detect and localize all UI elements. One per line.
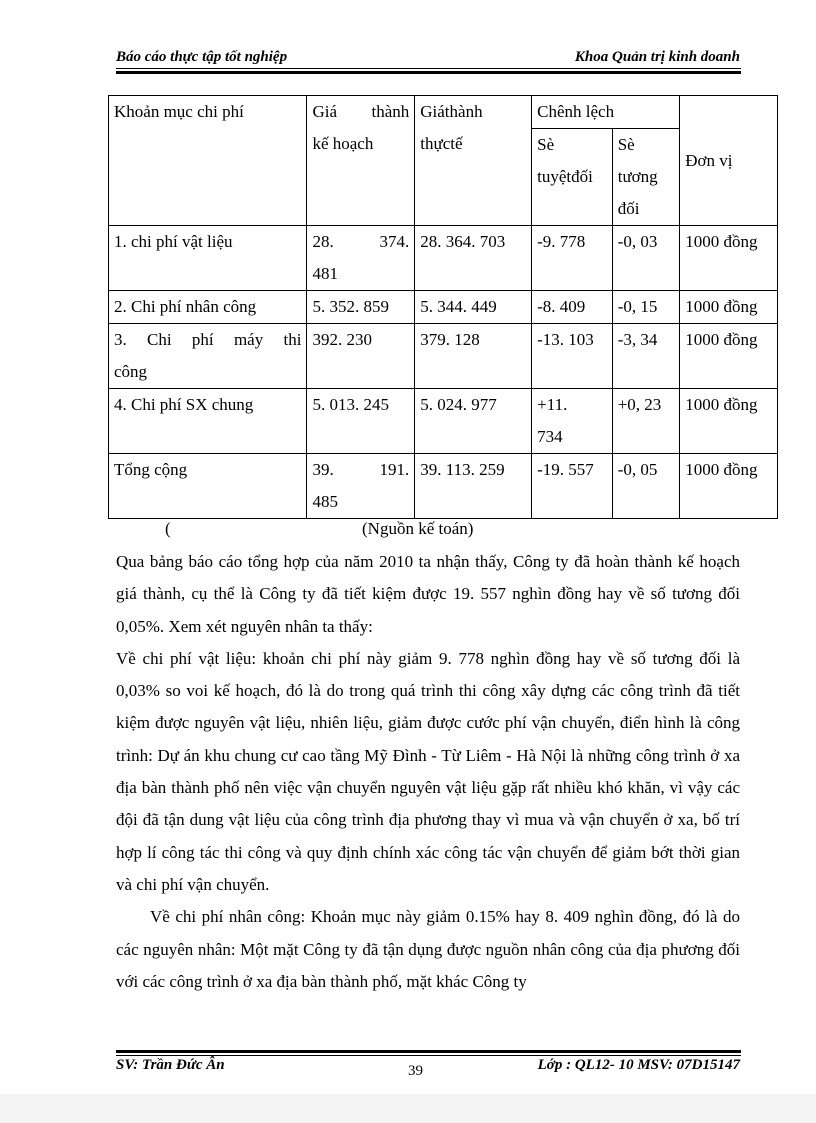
header-cost-item: Khoản mục chi phí xyxy=(109,96,307,226)
cell-rel: +0, 23 xyxy=(612,389,680,454)
paragraph: Về chi phí vật liệu: khoản chi phí này giảm 9. 778 nghìn đồng hay về số tương đối là 0,03% so voi kế hoạch, đó là do trong quá trình thi công xây dựng các công trình đã tiết kiệm được nguyên vật liệu, nhiên liệu, giảm được cước phí vận chuyển, điển hình là công trình: Dự án khu chung cư cao tầng Mỹ Đình - Từ Liêm - Hà Nội là những công trình ở xa địa bàn thành phố nên việc vận chuyển nguyên vật liệu gặp rất nhiều khó khăn, vì vậy các đội đã tận dung vật liệu của công trình địa phương thay vì mua và vận chuyển ở xa, bố trí hợp lí công tác thi công và quy định chính xác công tác vận chuyển để giảm bớt thời gian và chi phí vận chuyển. xyxy=(116,648,740,894)
page-bottom-margin xyxy=(0,1094,816,1123)
paragraph: Qua bảng báo cáo tổng hợp của năm 2010 ta nhận thấy, Công ty đã hoàn thành kế hoạch giá thành, cụ thể là Công ty đã tiết kiệm được 19. 557 nghìn đồng hay về số tương đối 0,05%. Xem xét nguyên nhân ta thấy: xyxy=(116,552,740,636)
cell-item: 1. chi phí vật liệu xyxy=(109,226,307,291)
cell-actual: 5. 344. 449 xyxy=(415,291,532,324)
cell-unit: 1000 đồng xyxy=(680,389,778,454)
cell-plan: 5. 013. 245 xyxy=(307,389,415,454)
header-absolute-diff: Sè tuyệtđối xyxy=(532,129,613,226)
cell-unit: 1000 đồng xyxy=(680,454,778,519)
header-actual-cost: Giáthành thựctế xyxy=(415,96,532,226)
cell-plan: 392. 230 xyxy=(307,324,415,389)
header-difference: Chênh lệch xyxy=(532,96,680,129)
cell-abs: +11. 734 xyxy=(532,389,613,454)
header-rule-thick xyxy=(116,71,741,74)
cell-plan: 28. 374. 481 xyxy=(307,226,415,291)
page-number: 39 xyxy=(408,1063,423,1079)
body-text xyxy=(116,546,740,998)
source-open-paren: ( xyxy=(165,519,171,538)
cell-actual: 39. 113. 259 xyxy=(415,454,532,519)
cell-rel: -3, 34 xyxy=(612,324,680,389)
footer-rule-thin xyxy=(116,1055,741,1056)
cell-item: 3. Chi phí máy thi công xyxy=(109,324,307,389)
cell-item: 2. Chi phí nhân công xyxy=(109,291,307,324)
table-row xyxy=(109,226,778,291)
cell-abs: -9. 778 xyxy=(532,226,613,291)
cost-comparison-table xyxy=(108,95,778,519)
header-faculty: Khoa Quản trị kinh doanh xyxy=(574,49,740,65)
table-row xyxy=(109,291,778,324)
cell-plan: 39. 191. 485 xyxy=(307,454,415,519)
table-row-total xyxy=(109,454,778,519)
header-report-title: Báo cáo thực tập tốt nghiệp xyxy=(116,49,288,65)
source-note: (Nguồn kế toán) xyxy=(362,519,474,538)
cell-plan: 5. 352. 859 xyxy=(307,291,415,324)
cell-item: 4. Chi phí SX chung xyxy=(109,389,307,454)
table-row xyxy=(109,389,778,454)
footer-class-id: Lớp : QL12- 10 MSV: 07D15147 xyxy=(537,1057,740,1073)
cell-abs: -13. 103 xyxy=(532,324,613,389)
cell-actual: 5. 024. 977 xyxy=(415,389,532,454)
cell-rel: -0, 15 xyxy=(612,291,680,324)
cell-unit: 1000 đồng xyxy=(680,324,778,389)
header-rule-thin xyxy=(116,68,741,69)
page-footer xyxy=(116,1057,740,1081)
cell-actual: 28. 364. 703 xyxy=(415,226,532,291)
table-header-row xyxy=(109,96,778,129)
footer-rule-thick xyxy=(116,1050,741,1053)
cell-unit: 1000 đồng xyxy=(680,291,778,324)
cell-rel: -0, 03 xyxy=(612,226,680,291)
paragraph: Về chi phí nhân công: Khoản mục này giảm 0.15% hay 8. 409 nghìn đồng, đó là do các nguyên nhân: Một mặt Công ty đã tận dụng được nguồn nhân công của địa phương đối với các công trình ở xa địa bàn thành phố, mặt khác Công ty xyxy=(116,907,740,991)
table-row xyxy=(109,324,778,389)
cell-abs: -19. 557 xyxy=(532,454,613,519)
cell-unit: 1000 đồng xyxy=(680,226,778,291)
cell-item: Tổng cộng xyxy=(109,454,307,519)
page-header xyxy=(116,49,740,69)
footer-student: SV: Trần Đức Ân xyxy=(116,1057,225,1073)
header-unit: Đơn vị xyxy=(680,96,778,226)
cell-actual: 379. 128 xyxy=(415,324,532,389)
header-planned-cost: Giá thành kế hoạch xyxy=(307,96,415,226)
cell-rel: -0, 05 xyxy=(612,454,680,519)
header-relative-diff: Sè tương đối xyxy=(612,129,680,226)
cell-abs: -8. 409 xyxy=(532,291,613,324)
